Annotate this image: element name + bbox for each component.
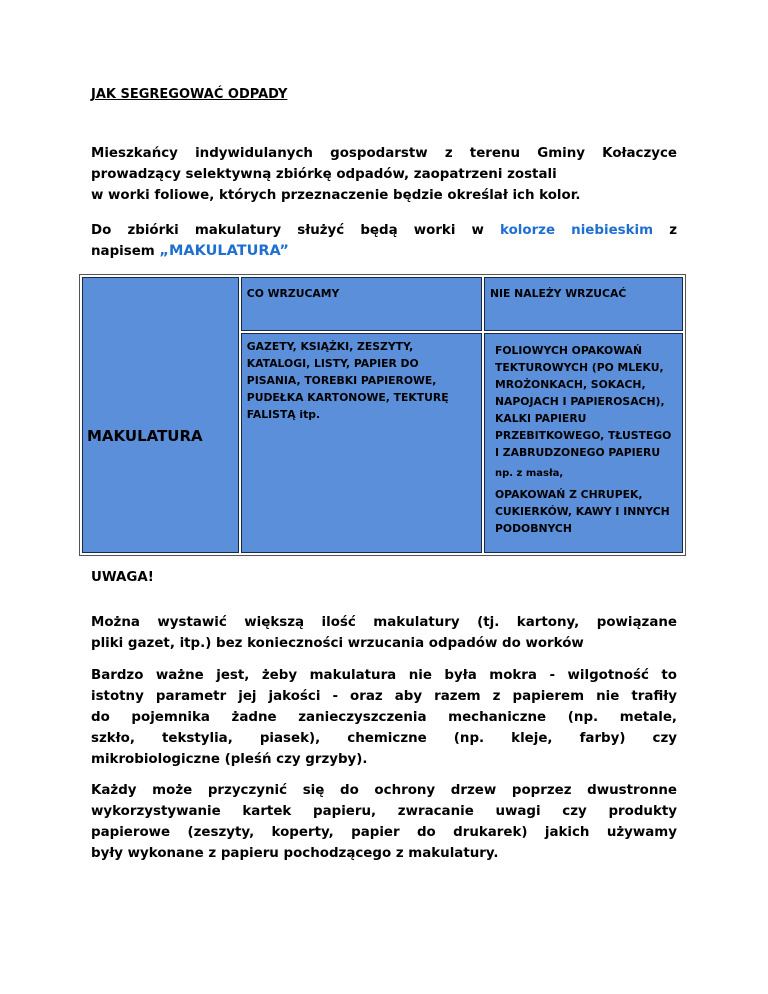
- paragraph-1: [91, 612, 677, 654]
- bag-label: „MAKULATURA”: [159, 243, 289, 259]
- no-items-end: OPAKOWAŃ Z CHRUPEK, CUKIERKÓW, KAWY I INNYCH PODOBNYCH: [494, 488, 670, 535]
- bags-text-post: z: [653, 223, 677, 238]
- p2-line-1: Bardzo ważne jest, żeby makulatura nie była mokra - wilgotność to: [91, 668, 677, 683]
- bags-text-pre: Do zbiórki makulatury służyć będą worki w: [91, 223, 501, 238]
- p1-line-2: pliki gazet, itp.) bez konieczności wrzucania odpadów do worków: [91, 636, 584, 651]
- paragraph-3: [91, 780, 677, 864]
- yes-items: GAZETY, KSIĄŻKI, ZESZYTY, KATALOGI, LISTY, PAPIER DO PISANIA, TOREBKI PAPIEROWE, PUDEŁKA KARTONOWE, TEKTURĘ FALISTĄ itp.: [246, 340, 449, 421]
- intro-line-3: w worki foliowe, których przeznaczenie będzie określał ich kolor.: [91, 188, 581, 203]
- intro-line-1: Mieszkańcy indywidulanych gospodarstw z terenu Gminy Kołaczyce: [91, 146, 677, 161]
- category-label: MAKULATURA: [87, 427, 203, 445]
- p3-line-4: były wykonane z papieru pochodzącego z makulatury.: [91, 846, 499, 861]
- header-no: NIE NALEŻY WRZUCAĆ: [489, 287, 627, 300]
- p2-line-3: do pojemnika żadne zanieczyszczenia mechaniczne (np. metale,: [91, 710, 677, 725]
- bags-line-2: [91, 241, 677, 262]
- p3-line-1: Każdy może przyczynić się do ochrony drzew poprzez dwustronne: [91, 783, 677, 798]
- bags-text-line2: napisem: [91, 244, 160, 259]
- bag-color-text: kolorze niebieskim: [500, 223, 654, 238]
- no-items-block: [485, 334, 682, 537]
- p2-line-5: mikrobiologiczne (pleśń czy grzyby).: [91, 752, 368, 767]
- no-items-cell: [484, 333, 683, 553]
- header-yes-cell: [241, 277, 482, 331]
- header-yes: CO WRZUCAMY: [246, 287, 340, 300]
- intro-paragraph: [91, 143, 677, 206]
- bags-line-1: [91, 220, 677, 241]
- warning-heading: UWAGA!: [91, 570, 154, 585]
- page-title: JAK SEGREGOWAĆ ODPADY: [91, 87, 288, 102]
- table-header-row: [82, 277, 683, 331]
- yes-items-cell: [241, 333, 482, 553]
- segregation-table: [79, 274, 686, 556]
- no-items-small: np. z masła,: [494, 468, 564, 479]
- p3-line-3: papierowe (zeszyty, koperty, papier do drukarek) jakich używamy: [91, 825, 677, 840]
- p3-line-2: wykorzystywanie kartek papieru, zwracanie uwagi czy produkty: [91, 804, 677, 819]
- p2-line-2: istotny parametr jej jakości - oraz aby razem z papierem nie trafiły: [91, 689, 677, 704]
- p1-line-1: Można wystawić większą ilość makulatury (tj. kartony, powiązane: [91, 615, 677, 630]
- no-items: FOLIOWYCH OPAKOWAŃ TEKTUROWYCH (PO MLEKU, MROŻONKACH, SOKACH, NAPOJACH I PAPIEROSACH), KALKI PAPIERU PRZEBITKOWEGO, TŁUSTEGO I ZABRUDZONEGO PAPIERU: [494, 344, 672, 459]
- p2-line-4: szkło, tekstylia, piasek), chemiczne (np. kleje, farby) czy: [91, 731, 677, 746]
- category-cell: [82, 277, 239, 553]
- bags-paragraph: [91, 220, 677, 262]
- intro-line-2: prowadzący selektywną zbiórkę odpadów, zaopatrzeni zostali: [91, 167, 557, 182]
- paragraph-2: [91, 665, 677, 770]
- header-no-cell: [484, 277, 683, 331]
